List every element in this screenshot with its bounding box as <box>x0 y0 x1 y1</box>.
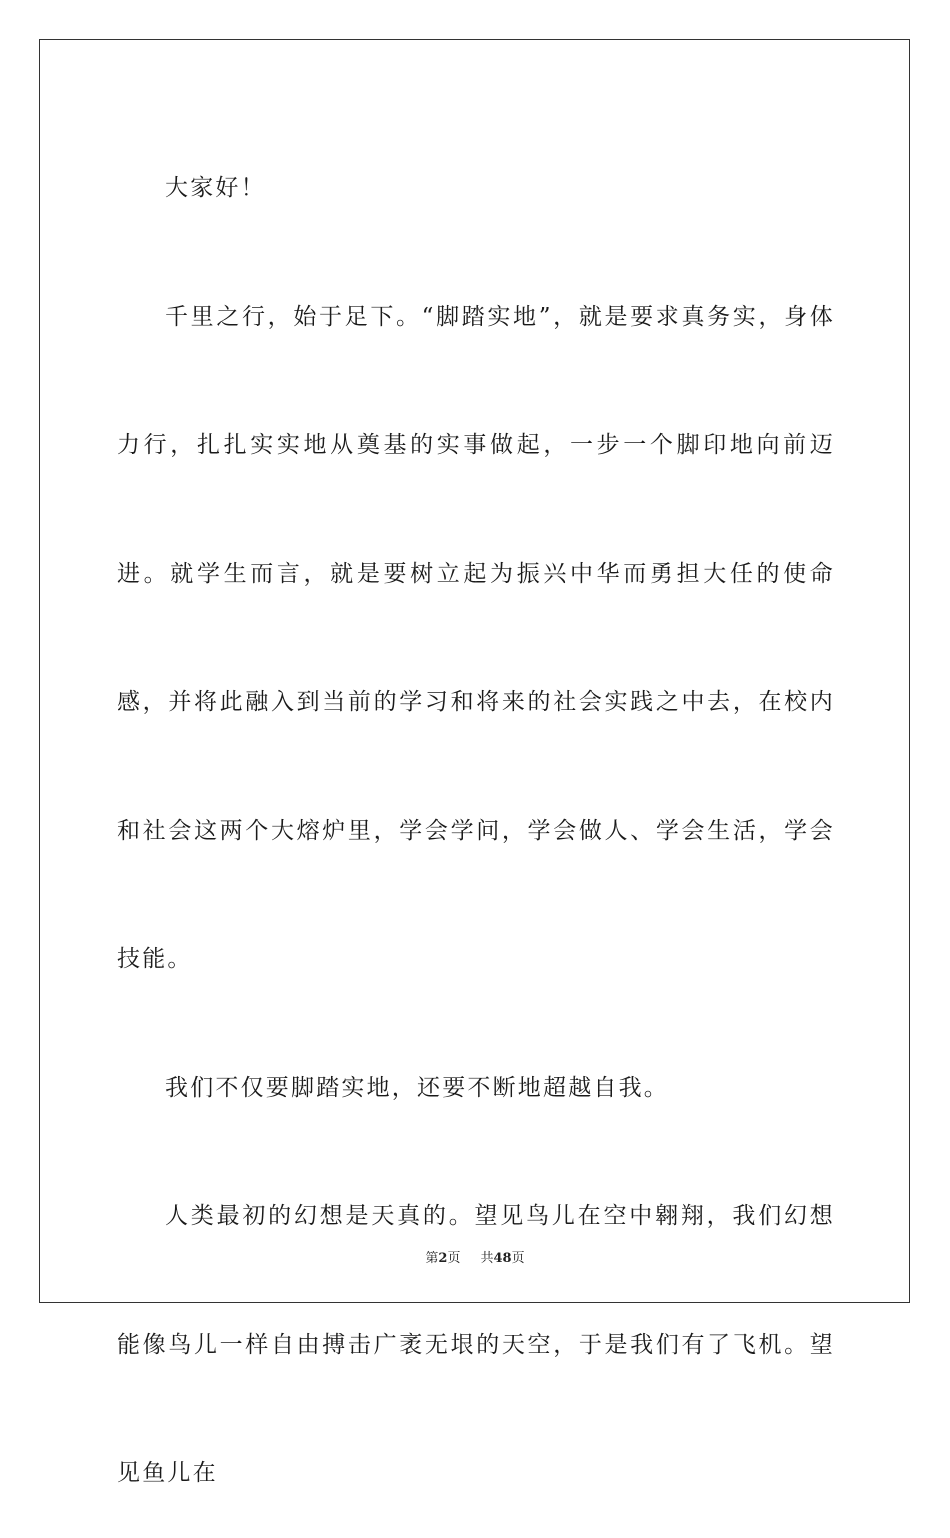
total-suffix: 页 <box>511 1251 525 1266</box>
total-pages: 48 <box>493 1251 512 1266</box>
document-body <box>117 124 835 1538</box>
page-prefix: 第 <box>425 1251 439 1266</box>
page-suffix: 页 <box>447 1251 461 1266</box>
paragraph-surpass-self: 我们不仅要脚踏实地，还要不断地超越自我。 <box>165 1074 669 1101</box>
page-number: 2 <box>438 1251 448 1266</box>
paragraph-greeting: 大家好！ <box>165 175 266 201</box>
page-footer <box>0 1247 950 1266</box>
total-prefix: 共 <box>480 1251 494 1266</box>
paragraph-human-fantasy: 人类最初的幻想是天真的。望见鸟儿在空中翱翔，我们幻想能像鸟儿一样自由搏击广袤无垠的天空，于是我们有了飞机。望见鱼儿在 <box>117 1203 835 1486</box>
paragraph-down-to-earth: 千里之行，始于足下。“脚踏实地”，就是要求真务实，身体力行，扎扎实实地从奠基的实事做起，一步一个脚印地向前迈进。就学生而言，就是要树立起为振兴中华而勇担大任的使命感，并将此融入到当前的学习和将来的社会实践之中去，在校内和社会这两个大熔炉里，学会学问，学会做人、学会生活，学会技能。 <box>117 303 835 972</box>
